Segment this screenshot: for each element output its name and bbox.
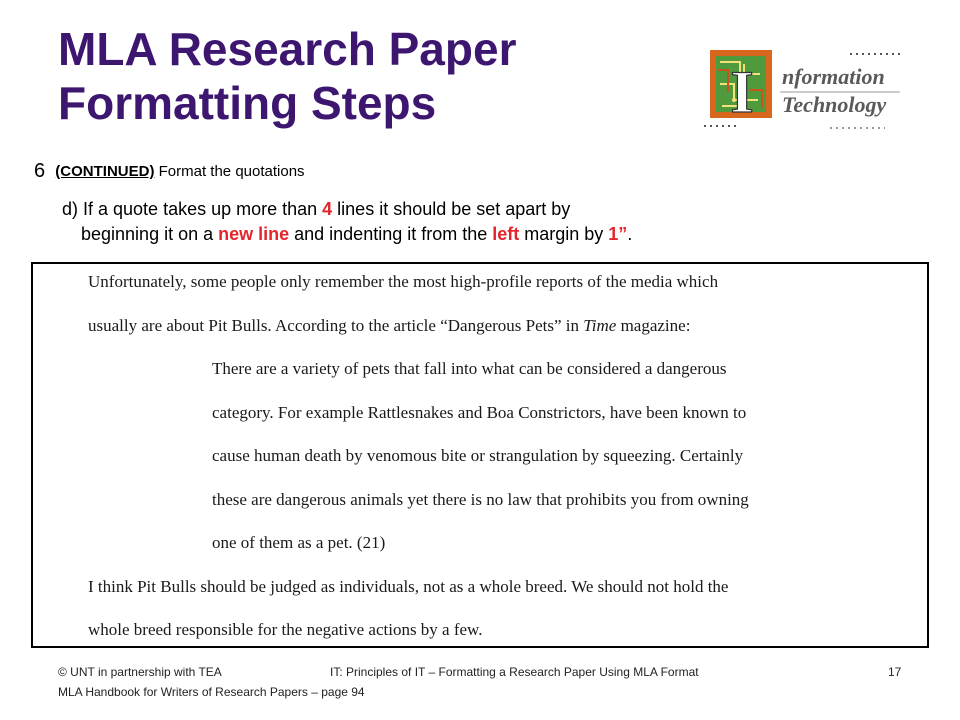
logo-graphic — [700, 40, 910, 132]
intro-line-2-end: magazine: — [616, 316, 691, 335]
footer-copyright: © UNT in partnership with TEA — [58, 665, 222, 679]
after-line-1: I think Pit Bulls should be judged as individuals, not as a whole breed. We should not hold the — [88, 577, 729, 596]
continued-label: (CONTINUED) — [55, 163, 155, 180]
information-technology-logo — [700, 40, 910, 132]
intro-line-2-text: usually are about Pit Bulls. According to the article “Dangerous Pets” in — [88, 316, 584, 335]
quote-line-2: category. For example Rattlesnakes and Boa Constrictors, have been known to — [212, 403, 747, 422]
footer-course-title: IT: Principles of IT – Formatting a Research Paper Using MLA Format — [330, 665, 699, 679]
title-line-1: MLA Research Paper — [58, 23, 517, 75]
quote-line-3: cause human death by venomous bite or strangulation by squeezing. Certainly — [212, 446, 744, 465]
instruction-part-3: beginning it on a — [81, 224, 219, 244]
after-line-2: whole breed responsible for the negative actions by a few. — [88, 620, 483, 639]
title-line-2: Formatting Steps — [58, 77, 437, 129]
step-heading — [34, 160, 305, 183]
logo-word-2: Technology — [782, 92, 887, 117]
logo-letter: I — [730, 59, 754, 125]
instruction-part-4: and indenting it from the — [289, 224, 493, 244]
highlight-four: 4 — [322, 199, 333, 219]
instruction-part-5: margin by — [519, 224, 609, 244]
instruction-text — [62, 197, 882, 247]
intro-line-2 — [88, 316, 690, 336]
highlight-one-inch: 1” — [608, 224, 628, 244]
step-number: 6 — [34, 160, 46, 182]
highlight-new-line: new line — [218, 224, 290, 244]
instruction-part-2: lines it should be set apart by — [332, 199, 571, 219]
highlight-left: left — [492, 224, 520, 244]
instruction-line-2 — [62, 222, 882, 247]
magazine-title: Time — [583, 316, 617, 335]
quote-line-4: these are dangerous animals yet there is no law that prohibits you from owning — [212, 490, 749, 509]
slide-title — [58, 22, 678, 130]
step-text: Format the quotations — [158, 163, 305, 180]
footer-source: MLA Handbook for Writers of Research Papers – page 94 — [58, 685, 365, 699]
instruction-part-1: d) If a quote takes up more than — [62, 199, 323, 219]
intro-line-1: Unfortunately, some people only remember the most high-profile reports of the media which — [88, 272, 719, 291]
instruction-part-6: . — [627, 224, 633, 244]
logo-word-1: nformation — [782, 64, 885, 89]
footer-page-number: 17 — [888, 665, 902, 679]
quote-line-1: There are a variety of pets that fall into what can be considered a dangerous — [212, 359, 727, 378]
quote-line-5: one of them as a pet. (21) — [212, 533, 386, 552]
sample-paper-excerpt — [31, 262, 929, 648]
